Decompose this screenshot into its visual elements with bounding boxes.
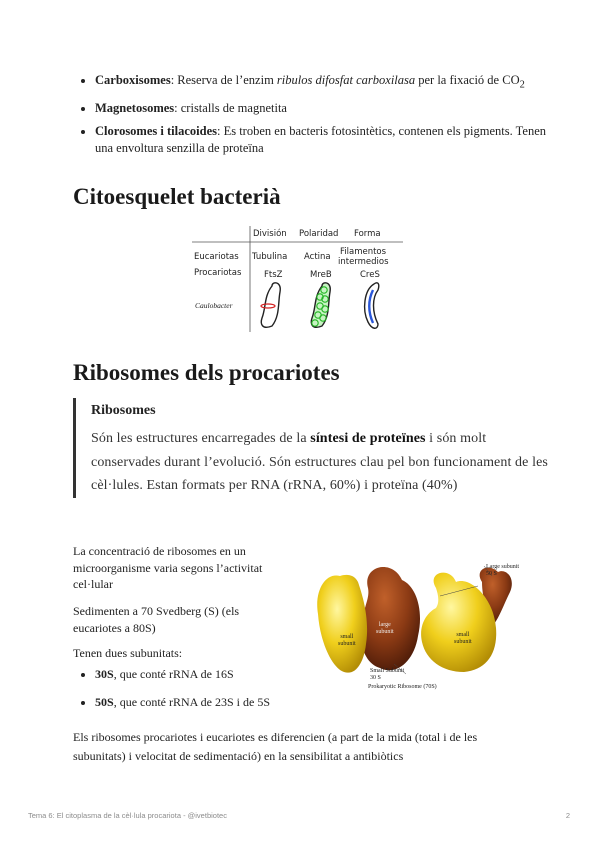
cell-intermedios: intermedios [338,257,389,267]
label-small-subunit-right: small subunit [454,632,472,645]
cell-mreb: MreB [310,270,332,280]
list-item: • 50S, que conté rRNA de 23S i de 5S [95,694,270,710]
list-item: • 30S, que conté rRNA de 16S [95,666,270,682]
ribosomes-callout [73,398,551,498]
ribosome-left-model [317,567,420,673]
page-number: 2 [565,811,570,820]
paragraph-concentration: La concentració de ribosomes en un microorganisme varia segons l’activitat cel·lular [73,544,263,591]
list-item: • Carboxisomes: Reserva de l’enzim ribulos difosfat carboxilasa per la fixació de $CO_2$ [95,72,565,94]
callout-text: Són les estructures encarregades de la síntesi de proteïnes i són molt conservades durant l’evolució. Són estructures clau pel bon funcionament de les cèl·lules. Estan formats per RNA (rRNA, 60%) i proteïna (40%) [91,431,548,493]
paragraph-sedimentation: Sedimenten a 70 Svedberg (S) (els eucariotes a 80S) [73,604,240,635]
callout-title: Ribosomes [91,403,156,418]
ribosome-right-model [421,567,512,672]
label-large-subunit-50s: Large subunit 50 S [486,564,520,577]
section-heading-ribosomes: Ribosomes dels procariotes [73,360,340,385]
organism-label: Caulobacter [195,301,233,310]
inclusions-list [75,72,565,163]
cell-actina: Actina [304,252,331,262]
subunits-list [75,666,270,722]
cell-ftsz-icon [261,283,280,328]
label-small-subunit-left: small subunit [338,634,356,647]
col-header-polaridad: Polaridad [299,229,339,239]
paragraph-subunits-intro: Tenen dues subunitats: [73,646,183,660]
enzyme-name: ribulos difosfat carboxilasa [276,73,416,87]
term-magnetosomes: Magnetosomes [95,100,175,115]
section-heading-citoesquelet: Citoesquelet bacterià [73,184,281,209]
cell-tubulina: Tubulina [252,252,288,262]
paragraph-differences: Els ribosomes procariotes i eucariotes es diferencien (a part de la mida (total i de les subunitats) i velocitat de sedimentació) en la sensibilitat a antibiòtics [73,730,478,763]
ribosome-figure [310,558,528,698]
cytoskeleton-table-figure [192,226,404,334]
row-label-procariotas: Procariotas [194,268,242,278]
ribosome-illustration [310,558,528,698]
list-item: • Clorosomes i tilacoides: Es troben en bacteris fotosintètics, contenen els pigments. Tenen una envoltura senzilla de proteïna [95,123,565,157]
cell-mreb-icon [311,283,330,328]
cell-cres: CreS [360,270,380,280]
cell-ftsz: FtsZ [264,270,283,280]
footer-title: Tema 6: El citoplasma de la cèl·lula procariota - @ivetbiotec [28,811,227,820]
cytoskeleton-table-lines [192,226,404,334]
col-header-forma: Forma [354,229,381,239]
cell-filamentos: Filamentos [340,247,387,257]
label-large-subunit-left: large subunit [376,622,394,635]
col-header-division: División [253,229,287,239]
cell-cres-icon [365,283,379,328]
list-item: • Magnetosomes: cristalls de magnetita [95,100,565,117]
label-small-subunit-30s: Small Subunit 30 S [370,668,405,681]
term-carboxisomes: Carboxisomes [95,73,171,87]
figure-caption: Prokaryotic Ribosome (70S) [368,684,437,690]
term-clorosomes: Clorosomes i tilacoides [95,123,217,138]
callout-bold: síntesi de proteïnes [310,431,426,446]
row-label-eucariotas: Eucariotas [194,252,239,262]
